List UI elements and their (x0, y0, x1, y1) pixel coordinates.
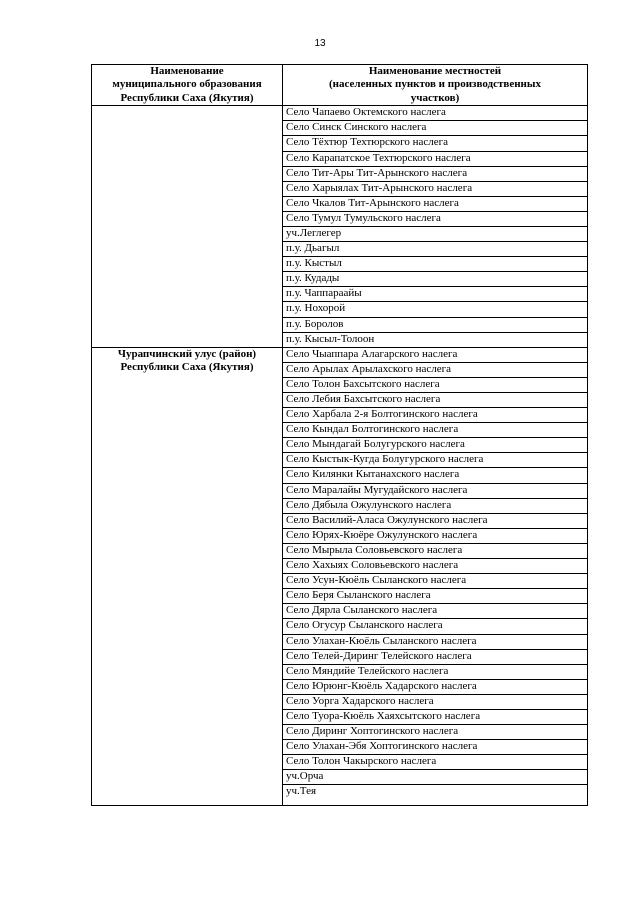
locality-cell: Село Мындагай Болугурского наслега (283, 438, 588, 453)
locality-cell: Село Харбала 2-я Болтогинского наслега (283, 408, 588, 423)
locality-cell: Село Маралайы Мугудайского наслега (283, 483, 588, 498)
locality-cell: Село Тёхтюр Техтюрского наслега (283, 136, 588, 151)
locality-cell: Село Толон Бахсытского наслега (283, 377, 588, 392)
locality-cell: Село Улахан-Эбя Хоптогинского наслега (283, 740, 588, 755)
locality-cell: Село Чыаппара Алагарского наслега (283, 347, 588, 362)
locality-cell: Село Харыялах Тит-Арынского наслега (283, 181, 588, 196)
locality-cell: Село Лебия Бахсытского наслега (283, 393, 588, 408)
locality-cell: Село Хахыях Соловьевского наслега (283, 559, 588, 574)
locality-cell: п.у. Чаппараайы (283, 287, 588, 302)
locality-cell: Село Улахан-Кюёль Сыланского наслега (283, 634, 588, 649)
locality-cell: Село Дярла Сыланского наслега (283, 604, 588, 619)
header-localities: Наименование местностей (населенных пунктов и производственных участков) (283, 65, 588, 106)
locality-cell: Село Толон Чакырского наслега (283, 755, 588, 770)
locality-cell: Село Беря Сыланского наслега (283, 589, 588, 604)
locality-cell: Село Чкалов Тит-Арынского наслега (283, 196, 588, 211)
municipality-cell (92, 106, 283, 348)
locality-cell: уч.Тея (283, 785, 588, 806)
table-body (92, 106, 588, 806)
locality-cell: Село Уорга Хадарского наслега (283, 694, 588, 709)
locality-cell: Село Карапатское Техтюрского наслега (283, 151, 588, 166)
municipality-cell (92, 347, 283, 806)
locality-cell: п.у. Дьагыл (283, 242, 588, 257)
locality-cell: уч.Орча (283, 770, 588, 785)
locality-cell: Село Тумул Тумульского наслега (283, 211, 588, 226)
locality-cell: Село Мяндийе Телейского наслега (283, 664, 588, 679)
table-row (92, 106, 588, 121)
locality-cell: Село Телей-Диринг Телейского наслега (283, 649, 588, 664)
locality-cell: п.у. Кыстыл (283, 257, 588, 272)
locality-cell: Село Юрюнг-Кюёль Хадарского наслега (283, 679, 588, 694)
locality-cell: Село Кындал Болтогинского наслега (283, 423, 588, 438)
header-municipality: Наименование муниципального образования Республики Саха (Якутия) (92, 65, 283, 106)
locality-cell: Село Юрях-Кюёре Ожулунского наслега (283, 528, 588, 543)
locality-cell: Село Тит-Ары Тит-Арынского наслега (283, 166, 588, 181)
locality-cell: Село Чапаево Октемского наслега (283, 106, 588, 121)
locality-cell: Село Василий-Аласа Ожулунского наслега (283, 513, 588, 528)
locality-cell: Село Усун-Кюёль Сыланского наслега (283, 574, 588, 589)
locality-cell: п.у. Боролов (283, 317, 588, 332)
page-number: 13 (314, 38, 326, 49)
locality-cell: Село Туора-Кюёль Хаяхсытского наслега (283, 709, 588, 724)
table-row (92, 347, 588, 362)
municipality-name-line: Чурапчинский улус (район) (117, 347, 257, 360)
locality-cell: п.у. Нохорой (283, 302, 588, 317)
locality-cell: Село Огусур Сыланского наслега (283, 619, 588, 634)
locality-cell: Село Арылах Арылахского наслега (283, 362, 588, 377)
localities-table (91, 64, 588, 806)
locality-cell: Село Диринг Хоптогинского наслега (283, 725, 588, 740)
table-header-row (92, 65, 588, 106)
locality-cell: Село Синск Синского наслега (283, 121, 588, 136)
locality-cell: Село Кыстык-Кугда Болугурского наслега (283, 453, 588, 468)
locality-cell: Село Килянки Кытанахского наслега (283, 468, 588, 483)
locality-cell: уч.Леглегер (283, 226, 588, 241)
locality-cell: Село Дябыла Ожулунского наслега (283, 498, 588, 513)
locality-cell: п.у. Кысыл-Толоон (283, 332, 588, 347)
municipality-name-line: Республики Саха (Якутия) (120, 361, 254, 374)
locality-cell: Село Мырыла Соловьевского наслега (283, 543, 588, 558)
locality-cell: п.у. Кудады (283, 272, 588, 287)
